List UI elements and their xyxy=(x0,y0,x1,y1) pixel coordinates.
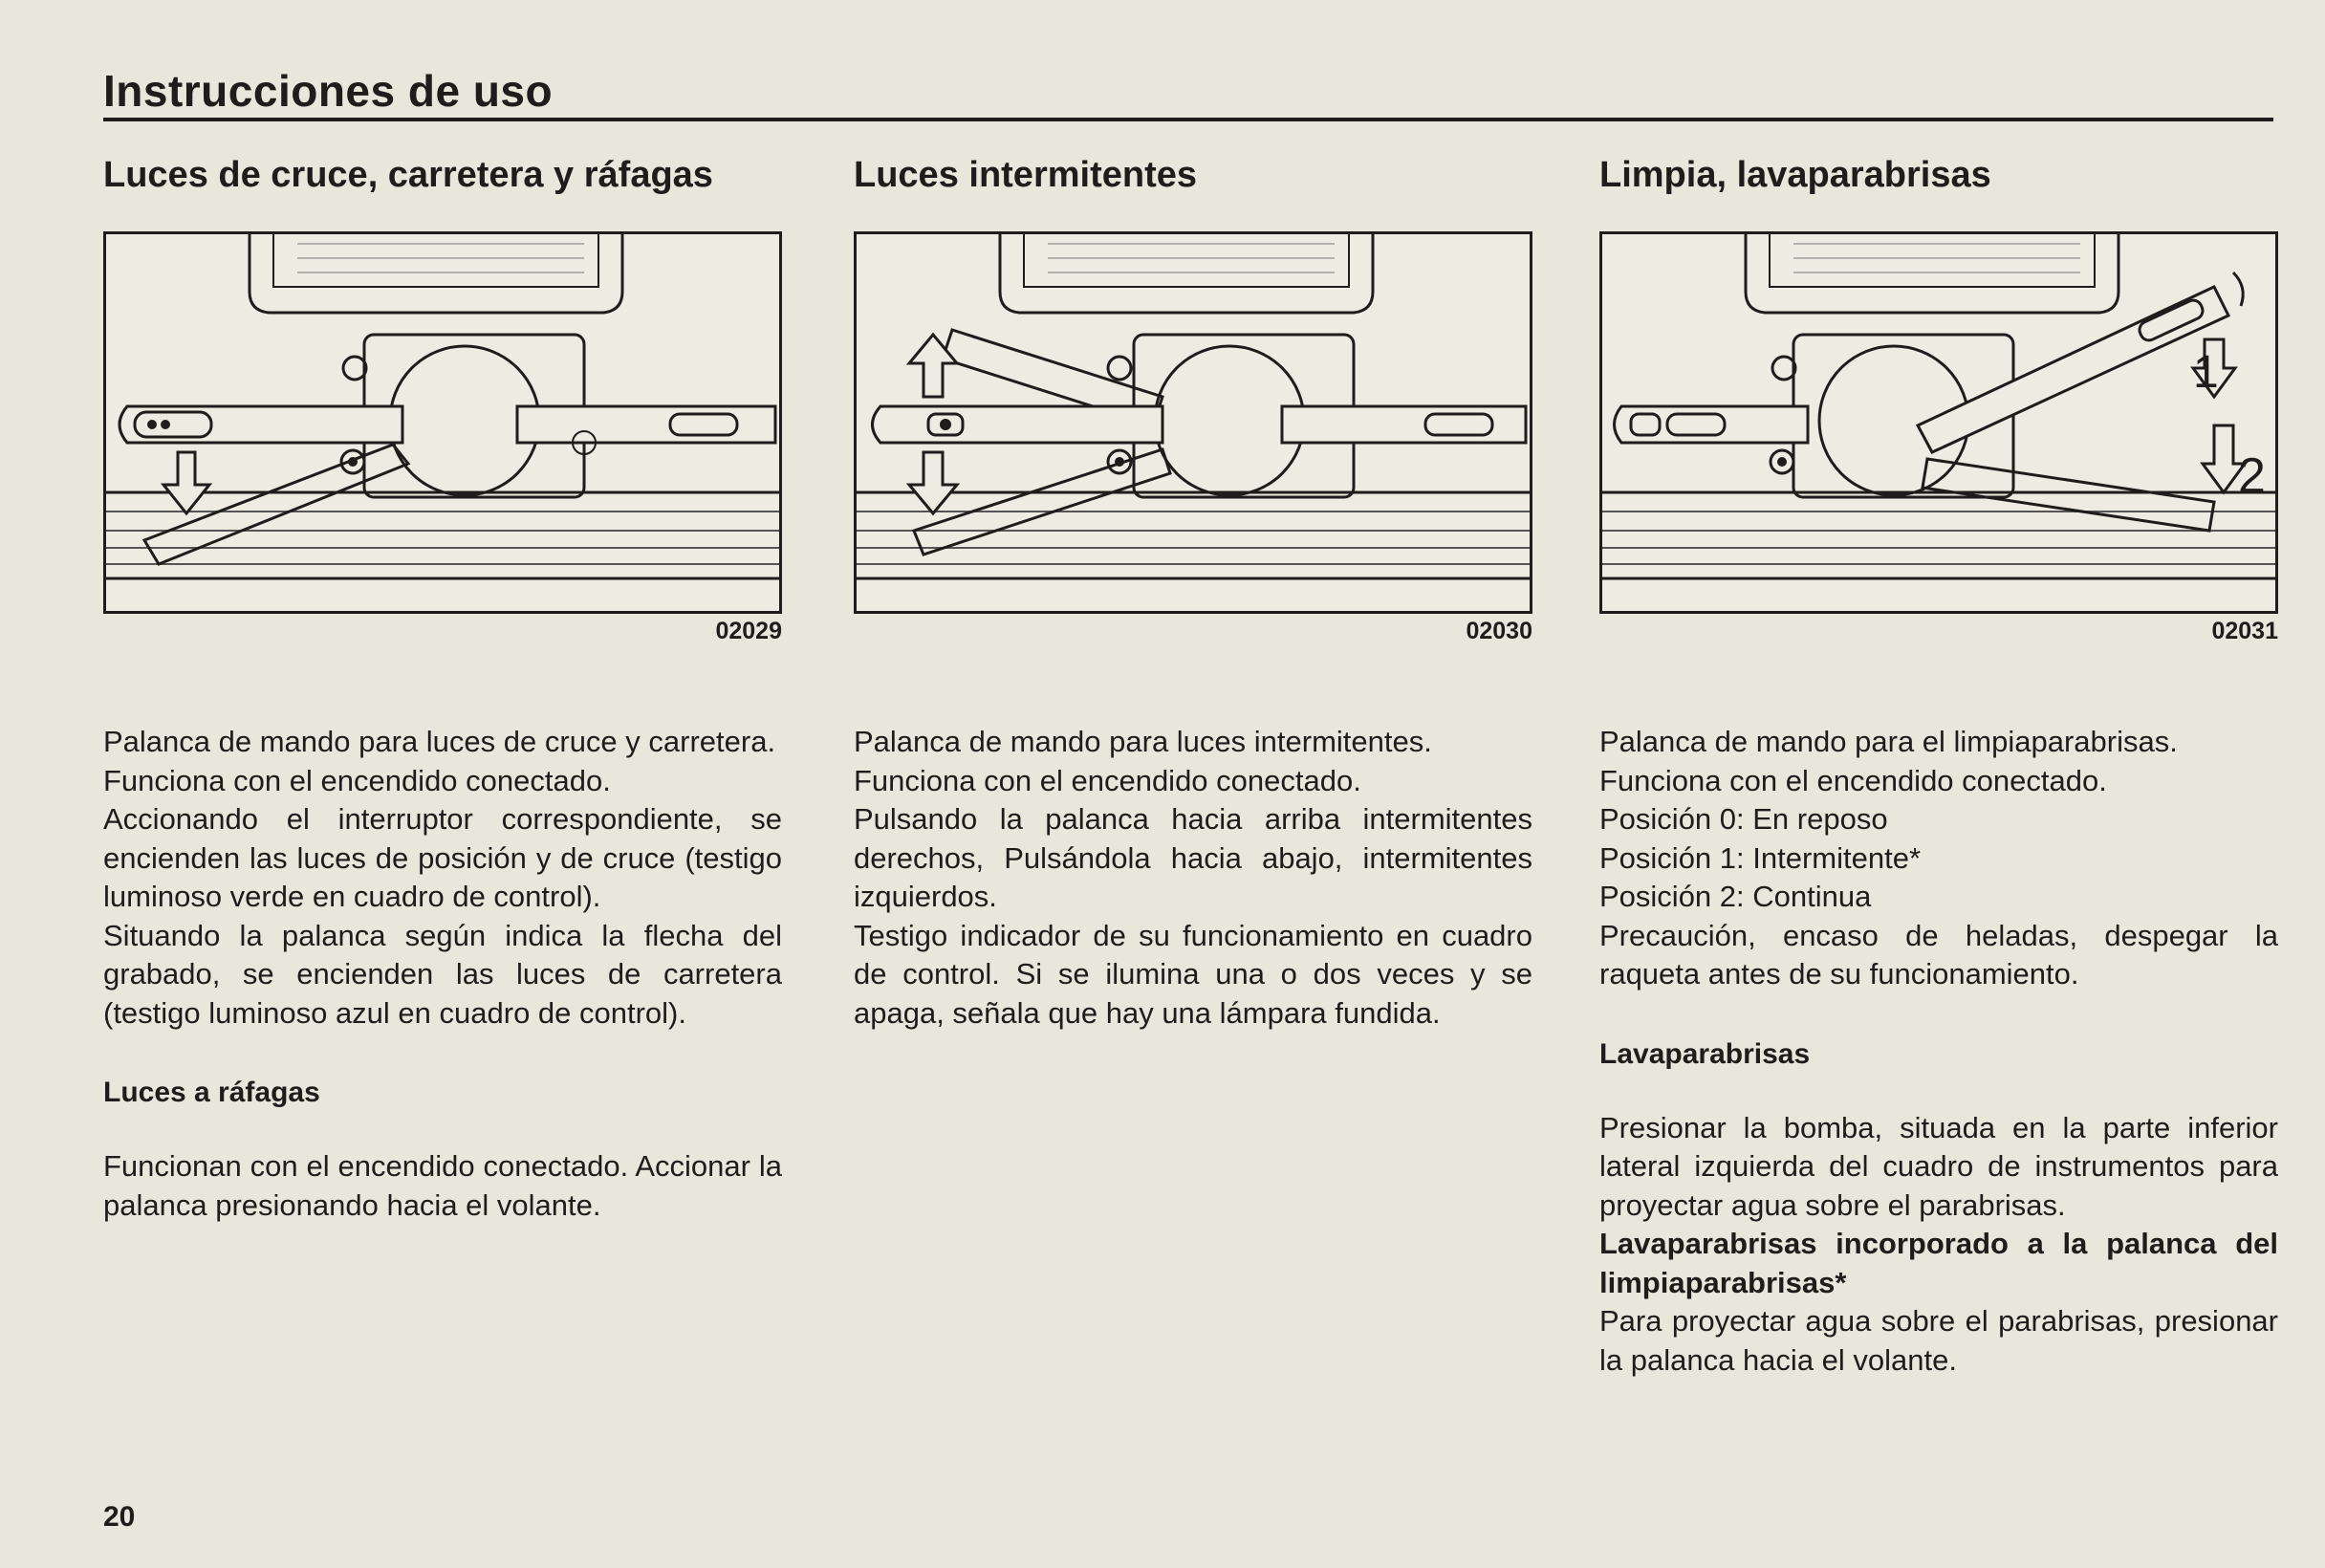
page-number: 20 xyxy=(103,1501,136,1533)
position-0: Posición 0: En reposo xyxy=(1599,802,1888,836)
figure-turn-signal-lever xyxy=(854,231,1532,614)
page-title: Instrucciones de uso xyxy=(103,66,554,116)
paragraph: Presionar la bomba, situada en la parte inferior lateral izquierda del cuadro de instrumentos para proyectar agua sobre el parabrisas. xyxy=(1599,1110,2278,1222)
figure-wiper-lever xyxy=(1599,231,2278,614)
figure-code: 02029 xyxy=(715,618,782,644)
paragraph: Funciona con el encendido conectado. xyxy=(854,763,1361,797)
wiper-lever-illustration xyxy=(1602,234,2278,614)
subheading: Luces a ráfagas xyxy=(103,1077,320,1108)
figure-code: 02030 xyxy=(1466,618,1532,644)
section-title: Luces de cruce, carretera y ráfagas xyxy=(103,155,713,195)
paragraph: Funciona con el encendido conectado. xyxy=(103,763,611,797)
section-body xyxy=(103,723,782,1033)
paragraph: Palanca de mando para el limpiaparabrisas. xyxy=(1599,725,2178,758)
figure-headlight-lever xyxy=(103,231,782,614)
paragraph: Accionando el interruptor correspondiente, se encienden las luces de posición y de cruce (testigo luminoso verde en cuadro de control). xyxy=(103,802,782,913)
section-title: Luces intermitentes xyxy=(854,155,1197,195)
paragraph: Funciona con el encendido conectado. xyxy=(1599,763,2107,797)
subheading: Lavaparabrisas xyxy=(1599,1037,1811,1070)
paragraph: Palanca de mando para luces de cruce y carretera. xyxy=(103,725,776,758)
paragraph: Para proyectar agua sobre el parabrisas, presionar la palanca hacia el volante. xyxy=(1599,1304,2278,1377)
paragraph: Palanca de mando para luces intermitentes. xyxy=(854,725,1432,758)
section-body xyxy=(1599,723,2278,994)
subsection-body xyxy=(1599,1109,2278,1381)
section-limpiaparabrisas xyxy=(1599,143,2278,1380)
subsection-body xyxy=(103,1147,782,1225)
section-luces-intermitentes xyxy=(854,143,1532,1033)
section-luces-cruce xyxy=(103,143,782,1225)
paragraph: Testigo indicador de su funcionamiento en cuadro de control. Si se ilumina una o dos veces y se apaga, señala que hay una lámpara fundida. xyxy=(854,918,1532,1030)
figure-code: 02031 xyxy=(2211,618,2278,644)
paragraph: Situando la palanca según indica la flecha del grabado, se encienden las luces de carretera (testigo luminoso azul en cuadro de control). xyxy=(103,918,782,1030)
section-body xyxy=(854,723,1532,1033)
headlight-lever-illustration xyxy=(106,234,782,614)
paragraph: Funcionan con el encendido conectado. Accionar la palanca presionando hacia el volante. xyxy=(103,1149,782,1222)
paragraph: Pulsando la palanca hacia arriba intermitentes derechos, Pulsándola hacia abajo, intermitentes izquierdos. xyxy=(854,802,1532,913)
paragraph: Precaución, encaso de heladas, despegar la raqueta antes de su funcionamiento. xyxy=(1599,918,2278,991)
position-2-label: 2 xyxy=(2238,448,2266,504)
section-title: Limpia, lavaparabrisas xyxy=(1599,155,1991,195)
position-1-label: 1 xyxy=(2193,347,2219,398)
turn-signal-lever-illustration xyxy=(857,234,1532,614)
position-2: Posición 2: Continua xyxy=(1599,880,1872,913)
bold-paragraph: Lavaparabrisas incorporado a la palanca del limpiaparabrisas* xyxy=(1599,1227,2278,1299)
position-1: Posición 1: Intermitente* xyxy=(1599,840,1922,875)
title-rule xyxy=(103,118,2273,121)
